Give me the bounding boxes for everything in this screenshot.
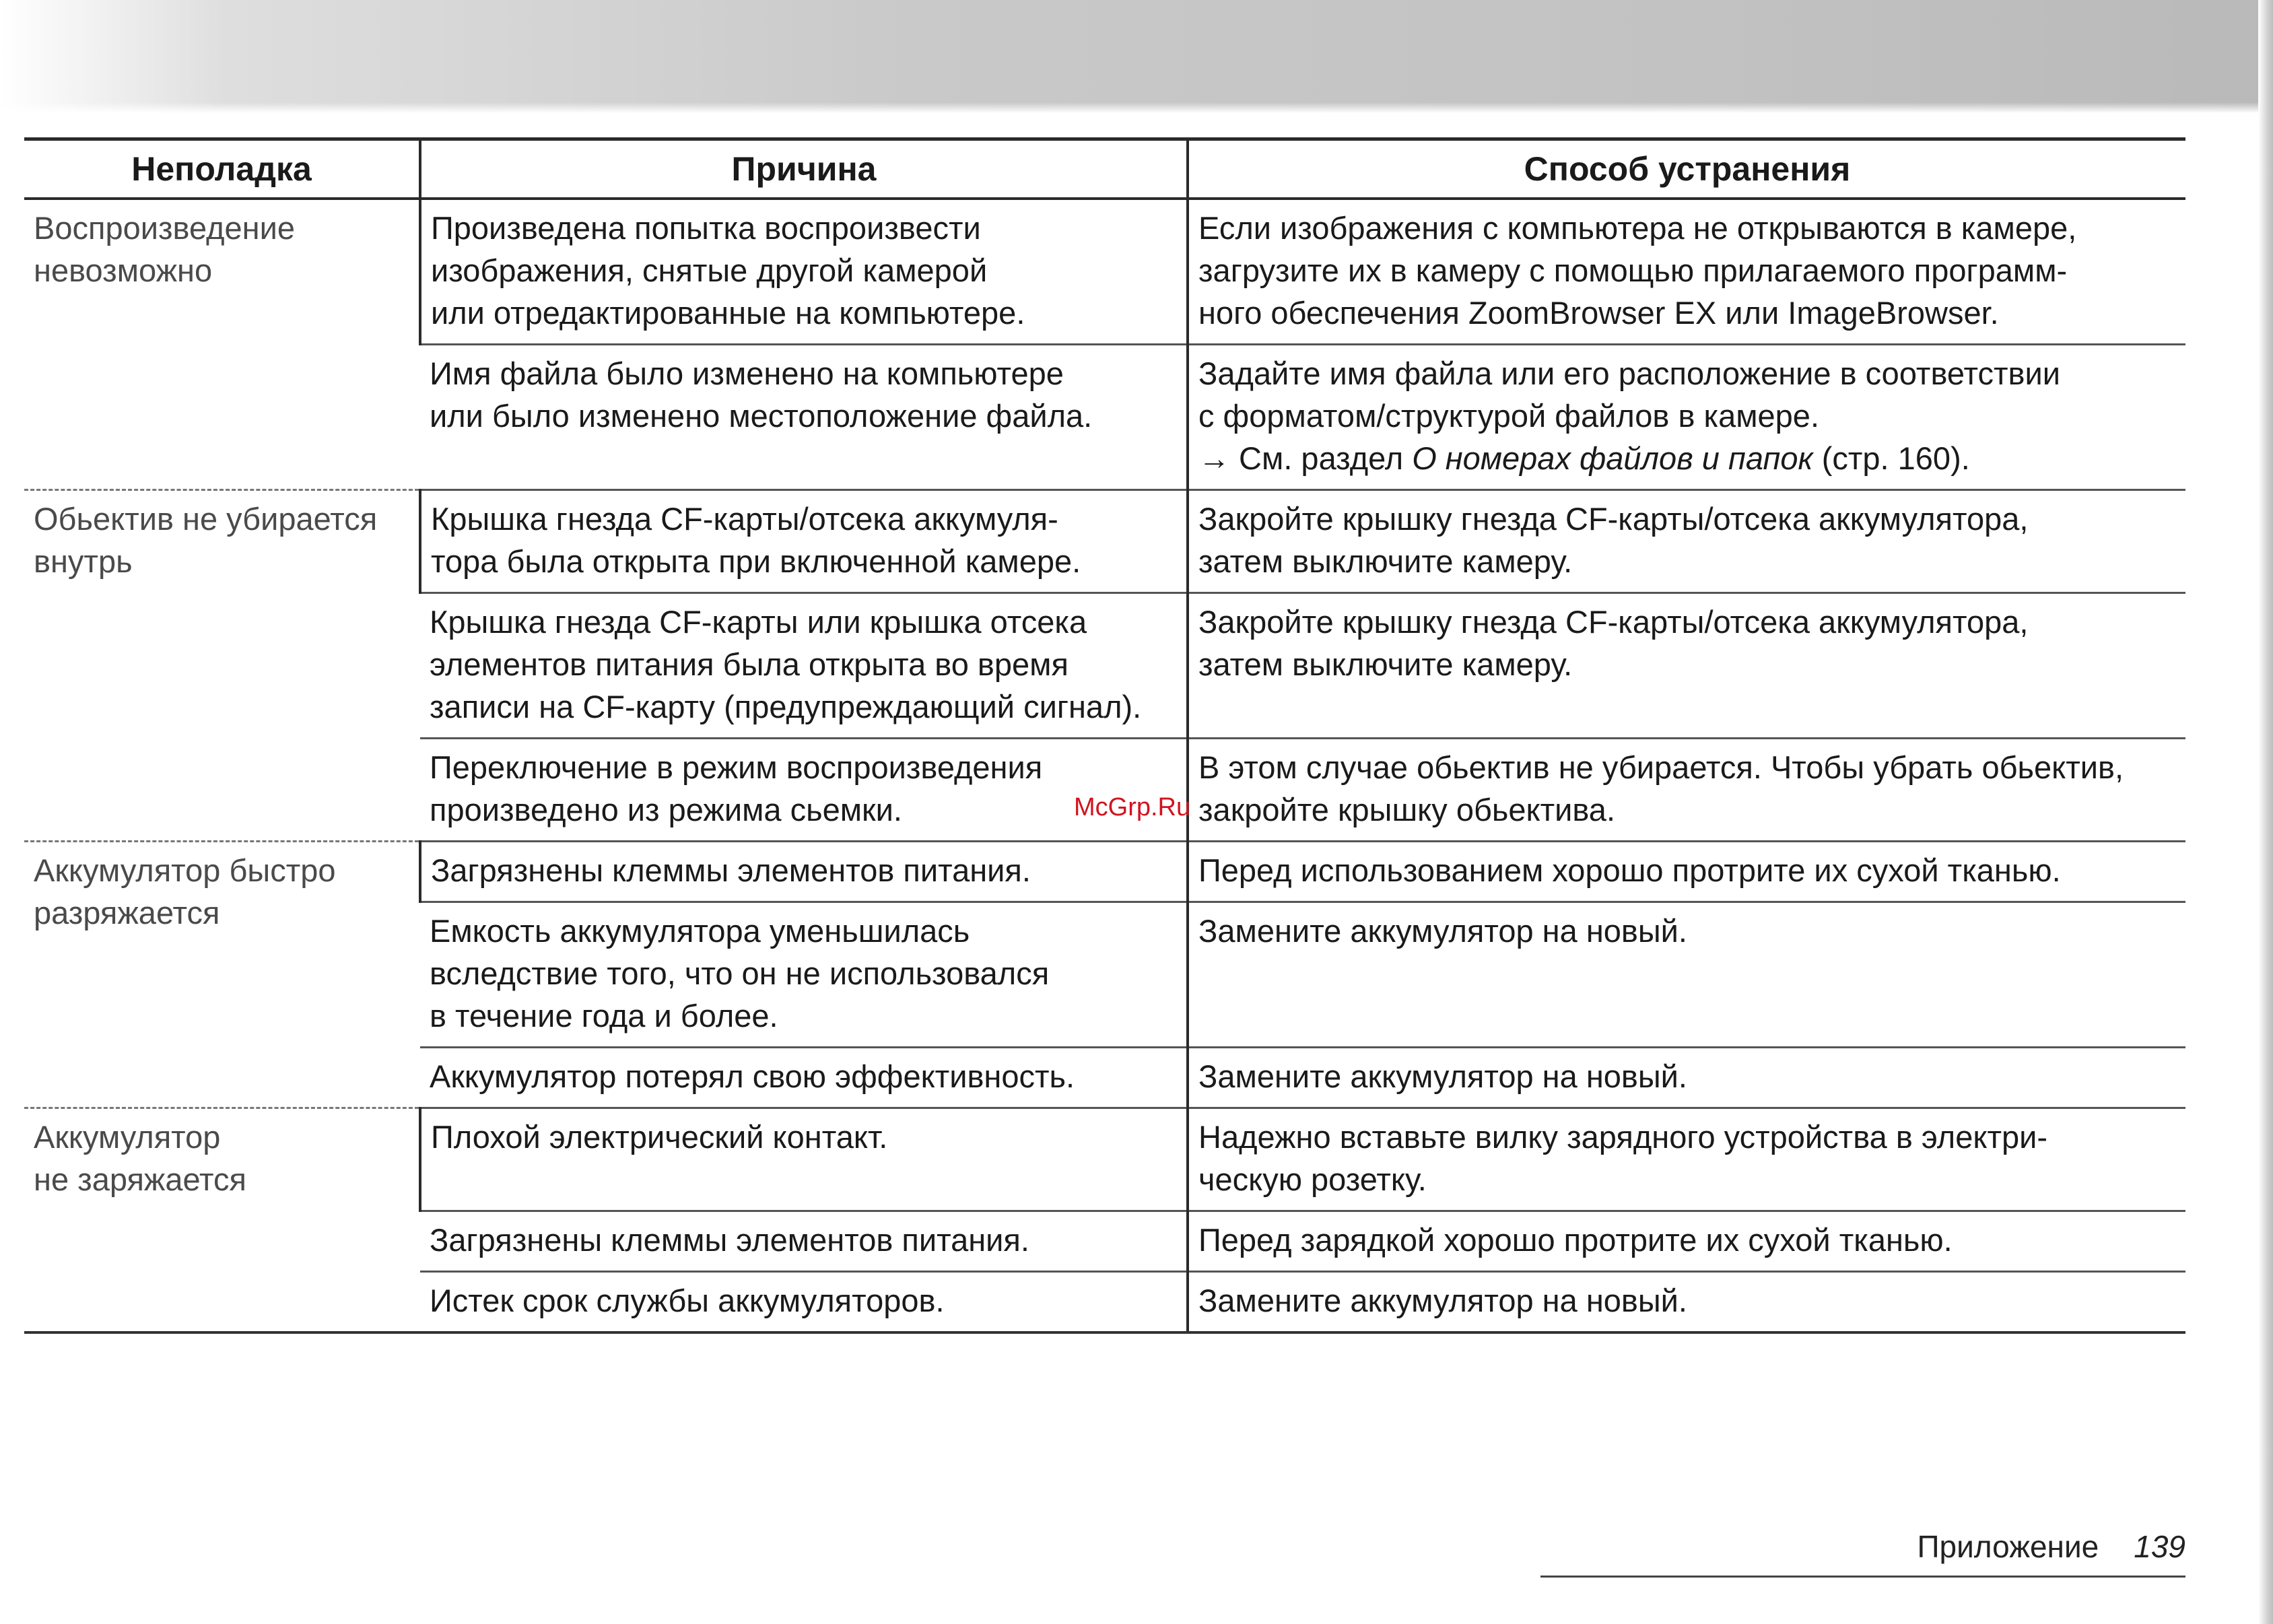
remedy-text: Надежно вставьте вилку зарядного устройства в электри- ческую розетку.	[1198, 1119, 2048, 1197]
remedy-cell	[1188, 902, 2185, 1048]
remedy-text: Замените аккумулятор на новый.	[1198, 1283, 1687, 1318]
cause-text: Произведена попытка воспроизвести изображения, снятые другой камерой или отредактированные на компьютере.	[431, 210, 1025, 331]
problem-text: Аккумулятор быстро разряжается	[34, 852, 336, 931]
remedy-text: Задайте имя файла или его расположение в соответствии с форматом/структурой файлов в камере.	[1198, 356, 2060, 434]
remedy-cell	[1188, 739, 2185, 842]
ref-prefix: → См. раздел	[1198, 440, 1413, 476]
right-page-edge	[2258, 0, 2273, 1624]
cause-text: Истек срок службы аккумуляторов.	[430, 1283, 945, 1318]
header-remedy: Способ устранения	[1188, 139, 2185, 199]
problem-cell	[24, 490, 420, 842]
header-problem: Неполадка	[24, 139, 420, 199]
cause-text: Загрязнены клеммы элементов питания.	[430, 1222, 1029, 1258]
ref-suffix: (стр. 160).	[1812, 440, 1970, 476]
cause-cell	[420, 1211, 1188, 1272]
remedy-cell	[1188, 490, 2185, 593]
cause-cell	[420, 199, 1188, 345]
problem-text: Аккумулятор не заряжается	[34, 1119, 247, 1197]
header-cause: Причина	[420, 139, 1188, 199]
cause-cell	[420, 739, 1191, 842]
cause-cell	[420, 842, 1188, 902]
page-footer	[1917, 1528, 2185, 1565]
problem-cell	[24, 1108, 420, 1333]
cause-text: Загрязнены клеммы элементов питания.	[431, 852, 1031, 888]
remedy-text: В этом случае обьектив не убирается. Чтобы убрать обьектив, закройте крышку обьектива.	[1198, 749, 2124, 827]
remedy-cell	[1188, 1272, 2185, 1333]
watermark: McGrp.Ru	[1074, 793, 1191, 821]
troubleshooting-table	[24, 137, 2185, 1334]
cause-text: Крышка гнезда CF-карты или крышка отсека элементов питания была открыта во время записи на CF-карту (предупреждающий сигнал).	[430, 604, 1142, 724]
cause-text: Емкость аккумулятора уменьшилась вследствие того, что он не использовался в течение года и более.	[430, 913, 1050, 1034]
ref-title: О номерах файлов и папок	[1412, 440, 1813, 476]
table-row	[24, 490, 2185, 593]
cause-cell	[420, 1048, 1188, 1108]
page-reference	[1198, 437, 2176, 479]
footer-section: Приложение	[1917, 1529, 2099, 1564]
remedy-text: Замените аккумулятор на новый.	[1198, 1058, 1687, 1094]
cause-cell	[420, 902, 1188, 1048]
cause-text: Имя файла было изменено на компьютере или было изменено местоположение файла.	[430, 356, 1093, 434]
remedy-cell	[1188, 1108, 2185, 1211]
remedy-cell	[1188, 199, 2185, 345]
table-header-row	[24, 139, 2185, 199]
cause-text: Крышка гнезда CF-карты/отсека аккумуля- тора была открыта при включенной камере.	[431, 501, 1081, 579]
remedy-text: Перед зарядкой хорошо протрите их сухой тканью.	[1198, 1222, 1953, 1258]
problem-text: Воспроизведение невозможно	[34, 210, 295, 288]
remedy-text: Перед использованием хорошо протрите их сухой тканью.	[1198, 852, 2061, 888]
problem-cell	[24, 199, 420, 490]
remedy-cell	[1188, 345, 2185, 490]
table-row	[24, 842, 2185, 902]
remedy-text: Закройте крышку гнезда CF-карты/отсека аккумулятора, затем выключите камеру.	[1198, 501, 2029, 579]
top-scan-band	[0, 0, 2273, 113]
footer-rule	[1540, 1576, 2185, 1578]
cause-cell	[420, 1108, 1188, 1211]
cause-text: Аккумулятор потерял свою эффективность.	[430, 1058, 1075, 1094]
troubleshooting-table-wrap	[24, 137, 2185, 1334]
cause-cell	[420, 593, 1188, 739]
problem-cell	[24, 842, 420, 1108]
cause-cell	[420, 490, 1188, 593]
remedy-cell	[1188, 842, 2185, 902]
page-number: 139	[2134, 1529, 2185, 1564]
cause-cell	[420, 345, 1188, 490]
cause-text: Переключение в режим воспроизведения произведено из режима сьемки.	[430, 749, 1043, 827]
cause-text: Плохой электрический контакт.	[431, 1119, 888, 1155]
remedy-cell	[1188, 1211, 2185, 1272]
table-row	[24, 199, 2185, 345]
remedy-cell	[1188, 593, 2185, 739]
problem-text: Обьектив не убирается внутрь	[34, 501, 378, 579]
remedy-cell	[1188, 1048, 2185, 1108]
remedy-text: Если изображения с компьютера не открываются в камере, загрузите их в камеру с помощью прилагаемого программ- ного обеспечения ZoomBrowser EX или ImageBrowser.	[1198, 210, 2077, 331]
remedy-text: Закройте крышку гнезда CF-карты/отсека аккумулятора, затем выключите камеру.	[1198, 604, 2029, 682]
remedy-text: Замените аккумулятор на новый.	[1198, 913, 1687, 949]
cause-cell	[420, 1272, 1188, 1333]
table-row	[24, 1108, 2185, 1211]
